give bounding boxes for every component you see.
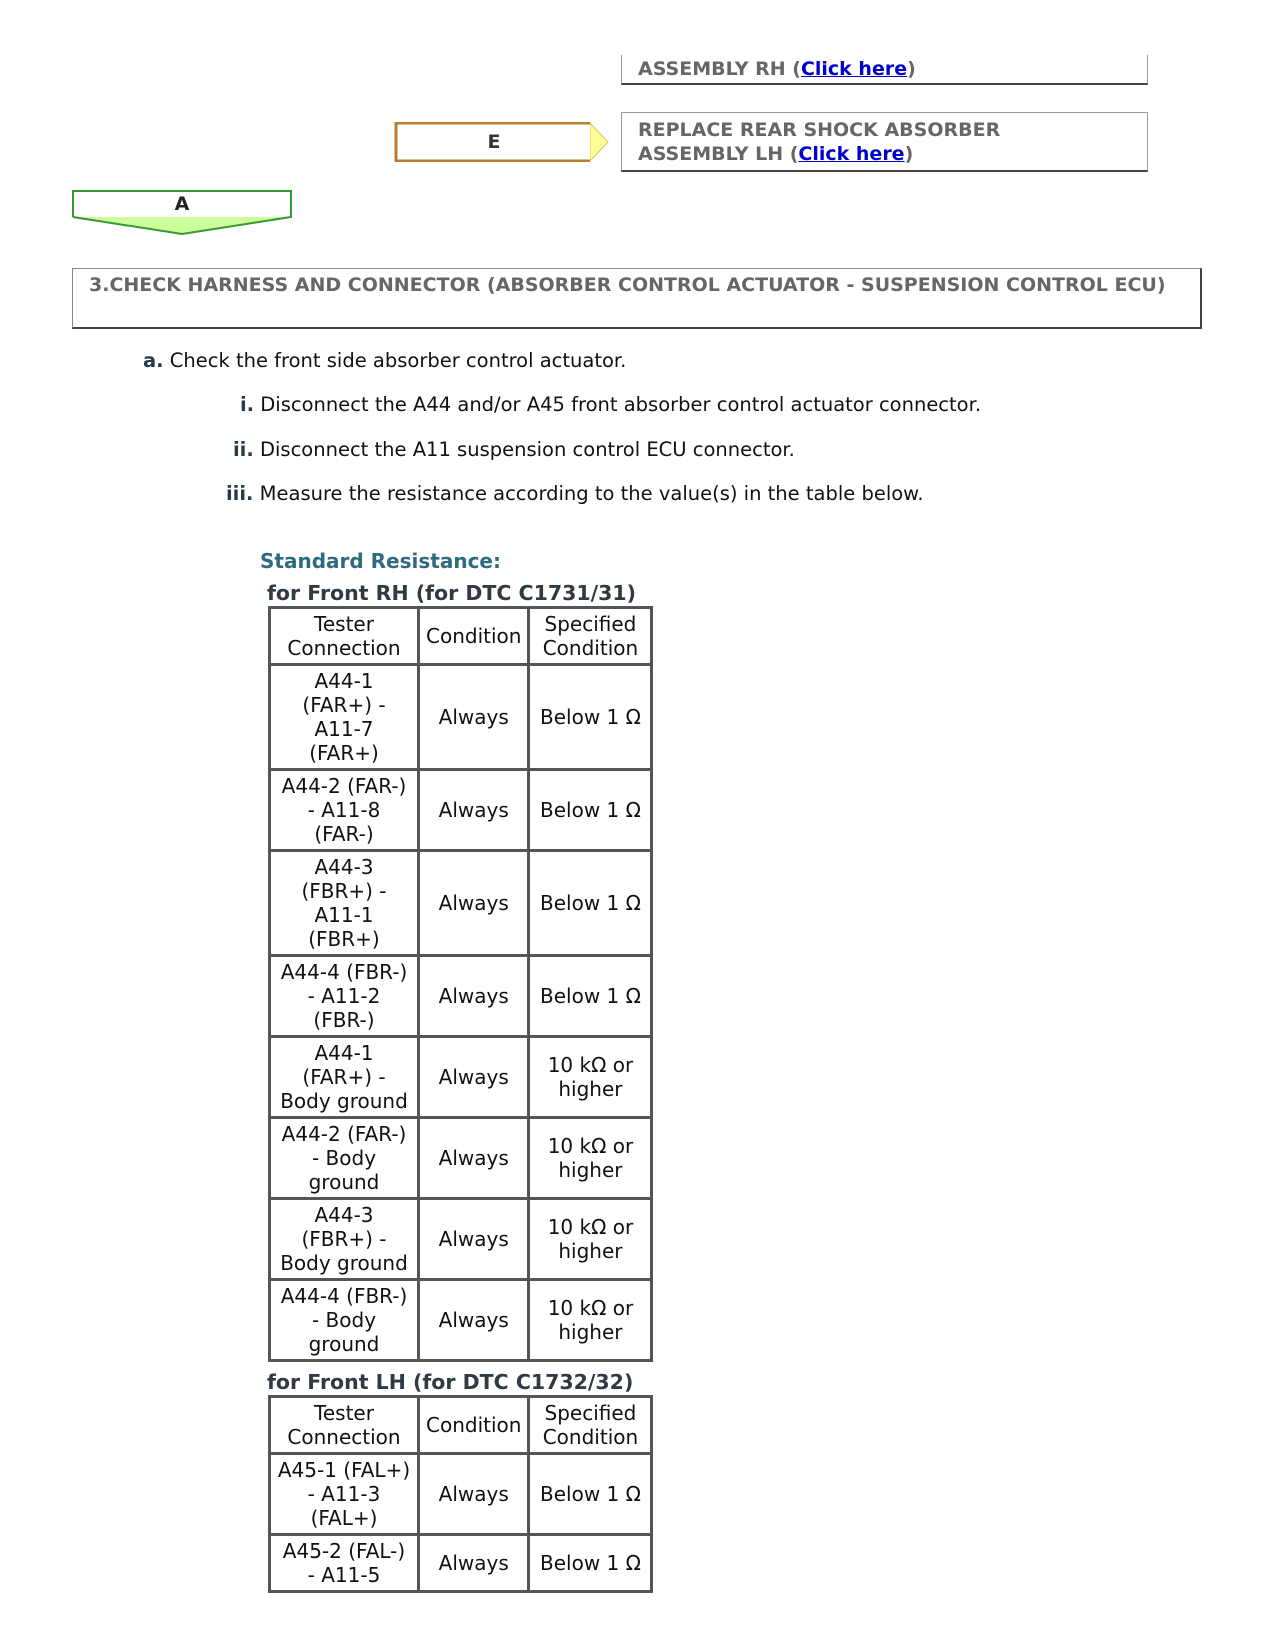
result-line2-lh (638, 142, 1131, 166)
cell-specified: Below 1 Ω (529, 1454, 652, 1535)
arrow-e-label: E (487, 131, 501, 153)
cell-specified: Below 1 Ω (529, 851, 652, 956)
cell-connection: A44-1 (FAR+) - Body ground (270, 1037, 419, 1118)
cell-connection: A45-1 (FAL+) - A11-3 (FAL+) (270, 1454, 419, 1535)
table-row (270, 1535, 652, 1592)
cell-condition: Always (419, 770, 529, 851)
cell-connection: A44-4 (FBR-) - Body ground (270, 1280, 419, 1361)
table-row (270, 1118, 652, 1199)
resistance-table-front-rh (268, 606, 653, 1362)
marker: ii. (233, 438, 254, 461)
resistance-table-front-lh (268, 1395, 653, 1593)
cell-condition: Always (419, 1037, 529, 1118)
cell-condition: Always (419, 665, 529, 770)
cell-condition: Always (419, 1535, 529, 1592)
table-row (270, 770, 652, 851)
step-heading (72, 268, 1202, 329)
table-row (270, 956, 652, 1037)
flow-arrow-a (72, 190, 292, 236)
result-box-replace-rh (621, 55, 1148, 85)
header-cell: Tester Connection (270, 608, 419, 665)
header-cell: Specified Condition (529, 608, 652, 665)
cell-specified: Below 1 Ω (529, 1535, 652, 1592)
cell-specified: 10 kΩ or higher (529, 1199, 652, 1280)
header-cell: Tester Connection (270, 1397, 419, 1454)
result-text-lh: ASSEMBLY LH ( (638, 143, 799, 165)
instruction-text: Disconnect the A11 suspension control ECU connector. (259, 438, 795, 461)
result-text-rh: ASSEMBLY RH ( (638, 58, 801, 80)
cell-specified: Below 1 Ω (529, 770, 652, 851)
table-row (270, 1199, 652, 1280)
cell-connection: A44-1 (FAR+) - A11-7 (FAR+) (270, 665, 419, 770)
arrow-a-label: A (174, 193, 190, 215)
table-row (270, 1454, 652, 1535)
table-header-row (270, 1397, 652, 1454)
click-here-link-rh[interactable]: Click here (800, 58, 908, 80)
cell-condition: Always (419, 1454, 529, 1535)
cell-specified: 10 kΩ or higher (529, 1280, 652, 1361)
instruction-ii (233, 438, 795, 461)
cell-connection: A44-3 (FBR+) - Body ground (270, 1199, 419, 1280)
header-cell: Condition (419, 1397, 529, 1454)
flow-arrow-e (394, 122, 610, 162)
instruction-text: Measure the resistance according to the value(s) in the table below. (259, 482, 924, 505)
cell-condition: Always (419, 1118, 529, 1199)
table-caption-front-rh: for Front RH (for DTC C1731/31) (267, 581, 637, 605)
table-row (270, 1280, 652, 1361)
result-box-replace-lh (621, 112, 1148, 172)
marker: iii. (226, 482, 254, 505)
result-line1-lh: REPLACE REAR SHOCK ABSORBER (638, 119, 1001, 141)
cell-connection: A44-3 (FBR+) - A11-1 (FBR+) (270, 851, 419, 956)
marker: a. (143, 349, 164, 372)
cell-connection: A44-2 (FAR-) - Body ground (270, 1118, 419, 1199)
table-row (270, 1037, 652, 1118)
paren-close: ) (907, 58, 916, 80)
instruction-iii (226, 482, 924, 505)
cell-condition: Always (419, 1199, 529, 1280)
paren-close: ) (904, 143, 914, 165)
header-cell: Specified Condition (529, 1397, 652, 1454)
cell-specified: Below 1 Ω (529, 956, 652, 1037)
instruction-i (240, 393, 981, 416)
step-title: 3.CHECK HARNESS AND CONNECTOR (ABSORBER CONTROL ACTUATOR - SUSPENSION CONTROL ECU) (89, 274, 1166, 296)
instruction-text: Check the front side absorber control actuator. (169, 349, 627, 372)
cell-condition: Always (419, 956, 529, 1037)
instruction-text: Disconnect the A44 and/or A45 front absorber control actuator connector. (260, 393, 982, 416)
standard-resistance-label: Standard Resistance: (260, 549, 501, 573)
cell-condition: Always (419, 851, 529, 956)
cell-condition: Always (419, 1280, 529, 1361)
instruction-a (143, 349, 626, 372)
header-cell: Condition (419, 608, 529, 665)
table-caption-front-lh: for Front LH (for DTC C1732/32) (267, 1370, 634, 1394)
table-row (270, 665, 652, 770)
cell-specified: Below 1 Ω (529, 665, 652, 770)
table-header-row (270, 608, 652, 665)
cell-connection: A45-2 (FAL-) - A11-5 (270, 1535, 419, 1592)
click-here-link-lh[interactable]: Click here (798, 143, 905, 165)
cell-connection: A44-2 (FAR-) - A11-8 (FAR-) (270, 770, 419, 851)
table-row (270, 851, 652, 956)
marker: i. (240, 393, 255, 416)
cell-specified: 10 kΩ or higher (529, 1037, 652, 1118)
cell-connection: A44-4 (FBR-) - A11-2 (FBR-) (270, 956, 419, 1037)
cell-specified: 10 kΩ or higher (529, 1118, 652, 1199)
